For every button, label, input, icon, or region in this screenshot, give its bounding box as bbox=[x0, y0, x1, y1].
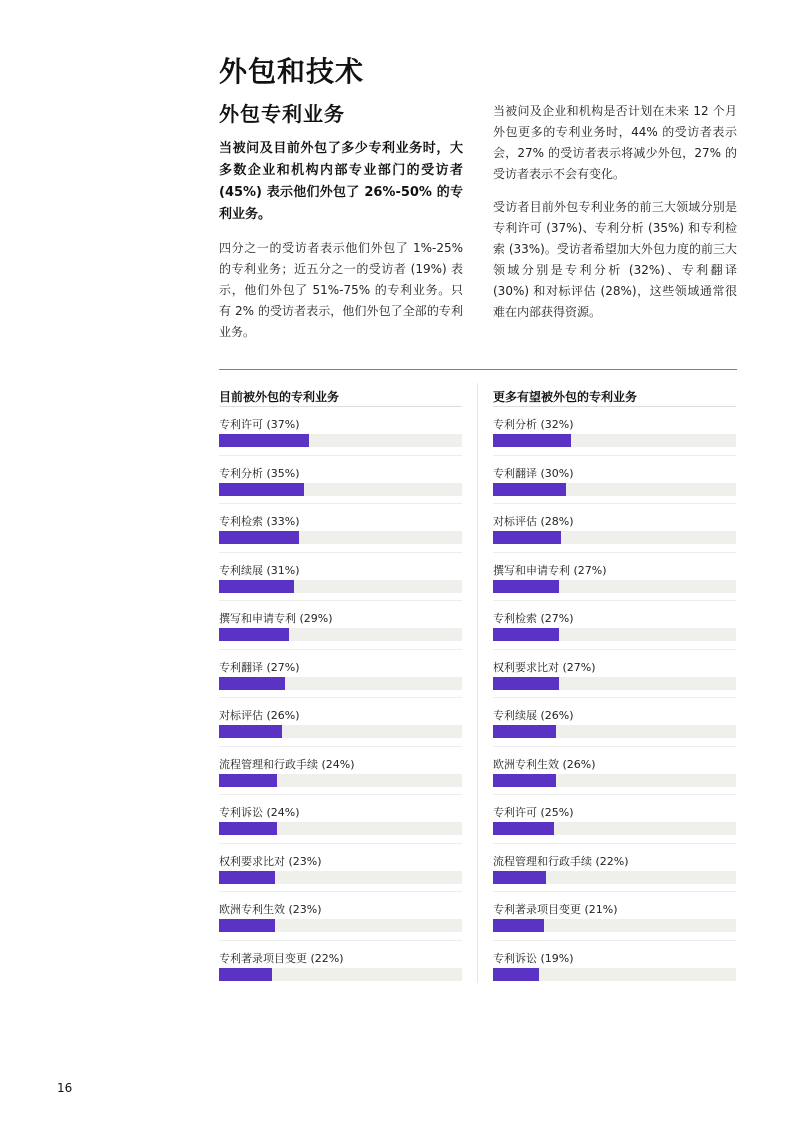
bar-track bbox=[219, 919, 462, 932]
bar bbox=[219, 822, 277, 835]
chart-items bbox=[219, 407, 462, 989]
bar-label: 专利著录项目变更 (22%) bbox=[219, 951, 344, 965]
bar bbox=[493, 628, 559, 641]
bar-track bbox=[219, 483, 462, 496]
bar bbox=[493, 434, 571, 447]
chart-row bbox=[219, 553, 462, 602]
bar-track bbox=[219, 434, 462, 447]
bar bbox=[219, 677, 285, 690]
bar bbox=[493, 919, 544, 932]
body-paragraph-3: 受访者目前外包专利业务的前三大领域分别是专利许可 (37%)、专利分析 (35%) 和专利检索 (33%)。受访者希望加大外包力度的前三大领域分别是专利分析 (32%)、专利翻译 (30%) 和对标评估 (28%)，这些领域通常很难在内部获得资源。 bbox=[493, 200, 737, 319]
chart-row bbox=[219, 941, 462, 990]
chart-row bbox=[219, 601, 462, 650]
bar bbox=[493, 677, 559, 690]
section-divider bbox=[219, 369, 737, 370]
bar-label: 专利续展 (31%) bbox=[219, 563, 300, 577]
bar-label: 对标评估 (28%) bbox=[493, 515, 574, 528]
bar-track bbox=[219, 968, 462, 981]
bar bbox=[219, 774, 277, 787]
bar-label: 专利著录项目变更 (21%) bbox=[493, 903, 618, 916]
bar-label: 欧洲专利生效 (23%) bbox=[219, 903, 322, 916]
bar bbox=[219, 483, 304, 496]
bar bbox=[493, 968, 539, 981]
chart-row bbox=[493, 504, 736, 553]
page-title: 外包和技术 bbox=[219, 55, 365, 88]
chart-row bbox=[493, 553, 736, 602]
right-text-column bbox=[493, 101, 737, 335]
chart-current-outsourced bbox=[219, 388, 462, 989]
chart-more-outsourced bbox=[493, 388, 736, 989]
bar-label: 流程管理和行政手续 (24%) bbox=[219, 757, 355, 771]
bar bbox=[493, 822, 554, 835]
chart-title: 目前被外包的专利业务 bbox=[219, 388, 462, 407]
bar bbox=[219, 628, 289, 641]
bar-track bbox=[493, 628, 736, 641]
chart-row bbox=[493, 601, 736, 650]
body-paragraph-2: 当被问及企业和机构是否计划在未来 12 个月外包更多的专利业务时，44% 的受访者表示会，27% 的受访者表示将减少外包，27% 的受访者表示不会有变化。 bbox=[493, 104, 737, 181]
chart-row bbox=[219, 698, 462, 747]
bar-track bbox=[219, 871, 462, 884]
bar-label: 权利要求比对 (23%) bbox=[219, 854, 322, 868]
column-divider bbox=[477, 383, 478, 983]
chart-row bbox=[219, 892, 462, 941]
bar bbox=[493, 725, 556, 738]
bar-label: 欧洲专利生效 (26%) bbox=[493, 757, 596, 771]
chart-row bbox=[219, 795, 462, 844]
bar bbox=[493, 774, 556, 787]
chart-row bbox=[219, 456, 462, 505]
bar-label: 对标评估 (26%) bbox=[219, 709, 300, 722]
bar-label: 专利翻译 (27%) bbox=[219, 660, 300, 674]
chart-row bbox=[219, 844, 462, 893]
chart-row bbox=[493, 844, 736, 893]
bar-track bbox=[493, 725, 736, 738]
bar-track bbox=[493, 871, 736, 884]
bar-track bbox=[493, 434, 736, 447]
chart-row bbox=[219, 504, 462, 553]
bar bbox=[219, 434, 309, 447]
chart-row bbox=[493, 650, 736, 699]
chart-row bbox=[493, 698, 736, 747]
left-text-column bbox=[219, 138, 463, 355]
bar-track bbox=[493, 919, 736, 932]
bar-track bbox=[493, 968, 736, 981]
bar-track bbox=[493, 774, 736, 787]
bar-label: 专利诉讼 (19%) bbox=[493, 951, 574, 965]
bar bbox=[493, 531, 561, 544]
bar-label: 专利许可 (37%) bbox=[219, 418, 300, 431]
bar-label: 权利要求比对 (27%) bbox=[493, 660, 596, 674]
bar bbox=[219, 871, 275, 884]
bar-track bbox=[219, 774, 462, 787]
chart-row bbox=[219, 650, 462, 699]
bar-track bbox=[493, 580, 736, 593]
chart-row bbox=[493, 941, 736, 990]
bar-track bbox=[219, 580, 462, 593]
bar-label: 专利许可 (25%) bbox=[493, 806, 574, 819]
bar-track bbox=[493, 822, 736, 835]
bar-label: 流程管理和行政手续 (22%) bbox=[493, 854, 629, 868]
chart-items bbox=[493, 407, 736, 989]
bar bbox=[219, 968, 272, 981]
bar bbox=[219, 580, 294, 593]
body-paragraph-1: 四分之一的受访者表示他们外包了 1%-25% 的专利业务；近五分之一的受访者 (19%) 表示，他们外包了 51%-75% 的专利业务。只有 2% 的受访者表示，他们外包了全部的专利业务。 bbox=[219, 241, 463, 339]
bar-label: 专利诉讼 (24%) bbox=[219, 806, 300, 819]
chart-row bbox=[493, 795, 736, 844]
bar bbox=[219, 725, 282, 738]
bar-track bbox=[493, 677, 736, 690]
bar-track bbox=[219, 628, 462, 641]
bar-label: 专利续展 (26%) bbox=[493, 709, 574, 722]
lead-paragraph: 当被问及目前外包了多少专利业务时，大多数企业和机构内部专业部门的受访者 (45%) 表示他们外包了 26%-50% 的专利业务。 bbox=[219, 141, 463, 222]
bar-track bbox=[219, 531, 462, 544]
chart-row bbox=[219, 747, 462, 796]
bar-label: 撰写和申请专利 (27%) bbox=[493, 563, 607, 577]
bar-label: 专利分析 (35%) bbox=[219, 466, 300, 480]
chart-row bbox=[493, 456, 736, 505]
bar-track bbox=[219, 677, 462, 690]
bar-track bbox=[493, 483, 736, 496]
chart-row bbox=[493, 892, 736, 941]
section-subtitle: 外包专利业务 bbox=[219, 102, 345, 126]
page-number: 16 bbox=[57, 1081, 73, 1095]
bar bbox=[493, 871, 546, 884]
bar-label: 撰写和申请专利 (29%) bbox=[219, 612, 333, 625]
chart-row bbox=[493, 407, 736, 456]
bar bbox=[219, 531, 299, 544]
chart-title: 更多有望被外包的专利业务 bbox=[493, 388, 736, 407]
bar bbox=[493, 483, 566, 496]
bar-label: 专利分析 (32%) bbox=[493, 418, 574, 431]
bar-label: 专利翻译 (30%) bbox=[493, 466, 574, 480]
chart-row bbox=[493, 747, 736, 796]
bar bbox=[219, 919, 275, 932]
chart-row bbox=[219, 407, 462, 456]
bar-track bbox=[219, 822, 462, 835]
bar-track bbox=[219, 725, 462, 738]
bar-track bbox=[493, 531, 736, 544]
bar-label: 专利检索 (33%) bbox=[219, 515, 300, 528]
bar-label: 专利检索 (27%) bbox=[493, 612, 574, 625]
bar bbox=[493, 580, 559, 593]
